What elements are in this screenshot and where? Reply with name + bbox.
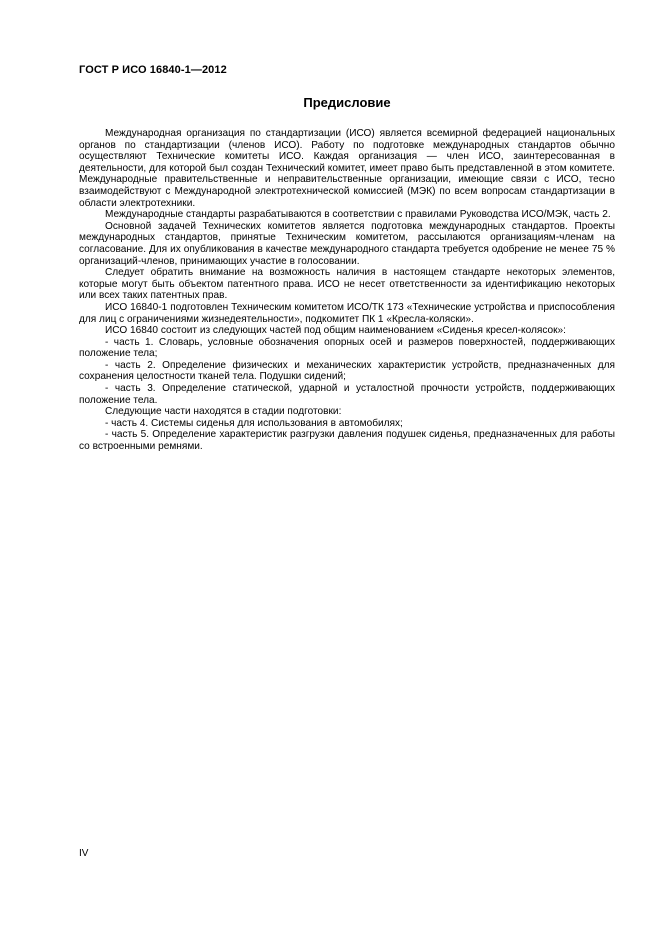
paragraph-patent-notice: Следует обратить внимание на возможность наличия в настоящем стандарте некоторых элементов, которые могут быть объектом патентного права. ИСО не несет ответственности за идентификацию некоторых или всех таких патентных прав.	[79, 267, 615, 302]
section-title: Предисловие	[303, 95, 391, 110]
paragraph-committee-task: Основной задачей Технических комитетов является подготовка международных стандартов. Проекты международных стандартов, принятые Техническим комитетом, рассылаются организациям-членам на согласование. Для их опубликования в качестве международного стандарта требуется одобрение не менее 75 % организаций-членов, принимающих участие в голосовании.	[79, 220, 615, 267]
list-item-part-2: - часть 2. Определение физических и механических характеристик устройств, предназначенных для сохранения целостности тканей тела. Подушки сидений;	[79, 359, 615, 383]
list-item-part-1: - часть 1. Словарь, условные обозначения опорных осей и размеров поверхностей, поддерживающих положение тела;	[79, 336, 615, 360]
foreword-body	[79, 128, 615, 453]
document-header: ГОСТ Р ИСО 16840-1—2012	[79, 64, 227, 76]
list-item-part-5: - часть 5. Определение характеристик разгрузки давления подушек сиденья, предназначенных для работы со встроенными ремнями.	[79, 429, 615, 453]
paragraph-parts-intro: ИСО 16840 состоит из следующих частей под общим наименованием «Сиденья кресел-колясок»:	[105, 325, 566, 337]
paragraph-in-preparation: Следующие части находятся в стадии подготовки:	[105, 406, 342, 418]
paragraph-iso-overview: Международная организация по стандартизации (ИСО) является всемирной федерацией национальных органов по стандартизации (членов ИСО). Работу по подготовке международных стандартов обычно осуществляют Технические комитеты ИСО. Каждая организация — член ИСО, заинтересованная в деятельности, для которой был создан Технический комитет, имеет право быть представленной в этом комитете. Международные правительственные и неправительственные организации, имеющие связи с ИСО, тесно взаимодействуют с Международной электротехнической комиссией (МЭК) по всем вопросам стандартизации в области электротехники.	[79, 128, 615, 209]
page-number: IV	[79, 848, 89, 859]
paragraph-prepared-by: ИСО 16840-1 подготовлен Техническим комитетом ИСО/ТК 173 «Технические устройства и приспособления для лиц с ограничениями жизнедеятельности», подкомитет ПК 1 «Кресла-коляски».	[79, 301, 615, 325]
list-item-part-3: - часть 3. Определение статической, ударной и усталостной прочности устройств, поддерживающих положение тела.	[79, 383, 615, 406]
paragraph-directives: Международные стандарты разрабатываются в соответствии с правилами Руководства ИСО/МЭК, часть 2.	[105, 209, 611, 221]
list-item-part-4: - часть 4. Системы сиденья для использования в автомобилях;	[105, 417, 403, 429]
